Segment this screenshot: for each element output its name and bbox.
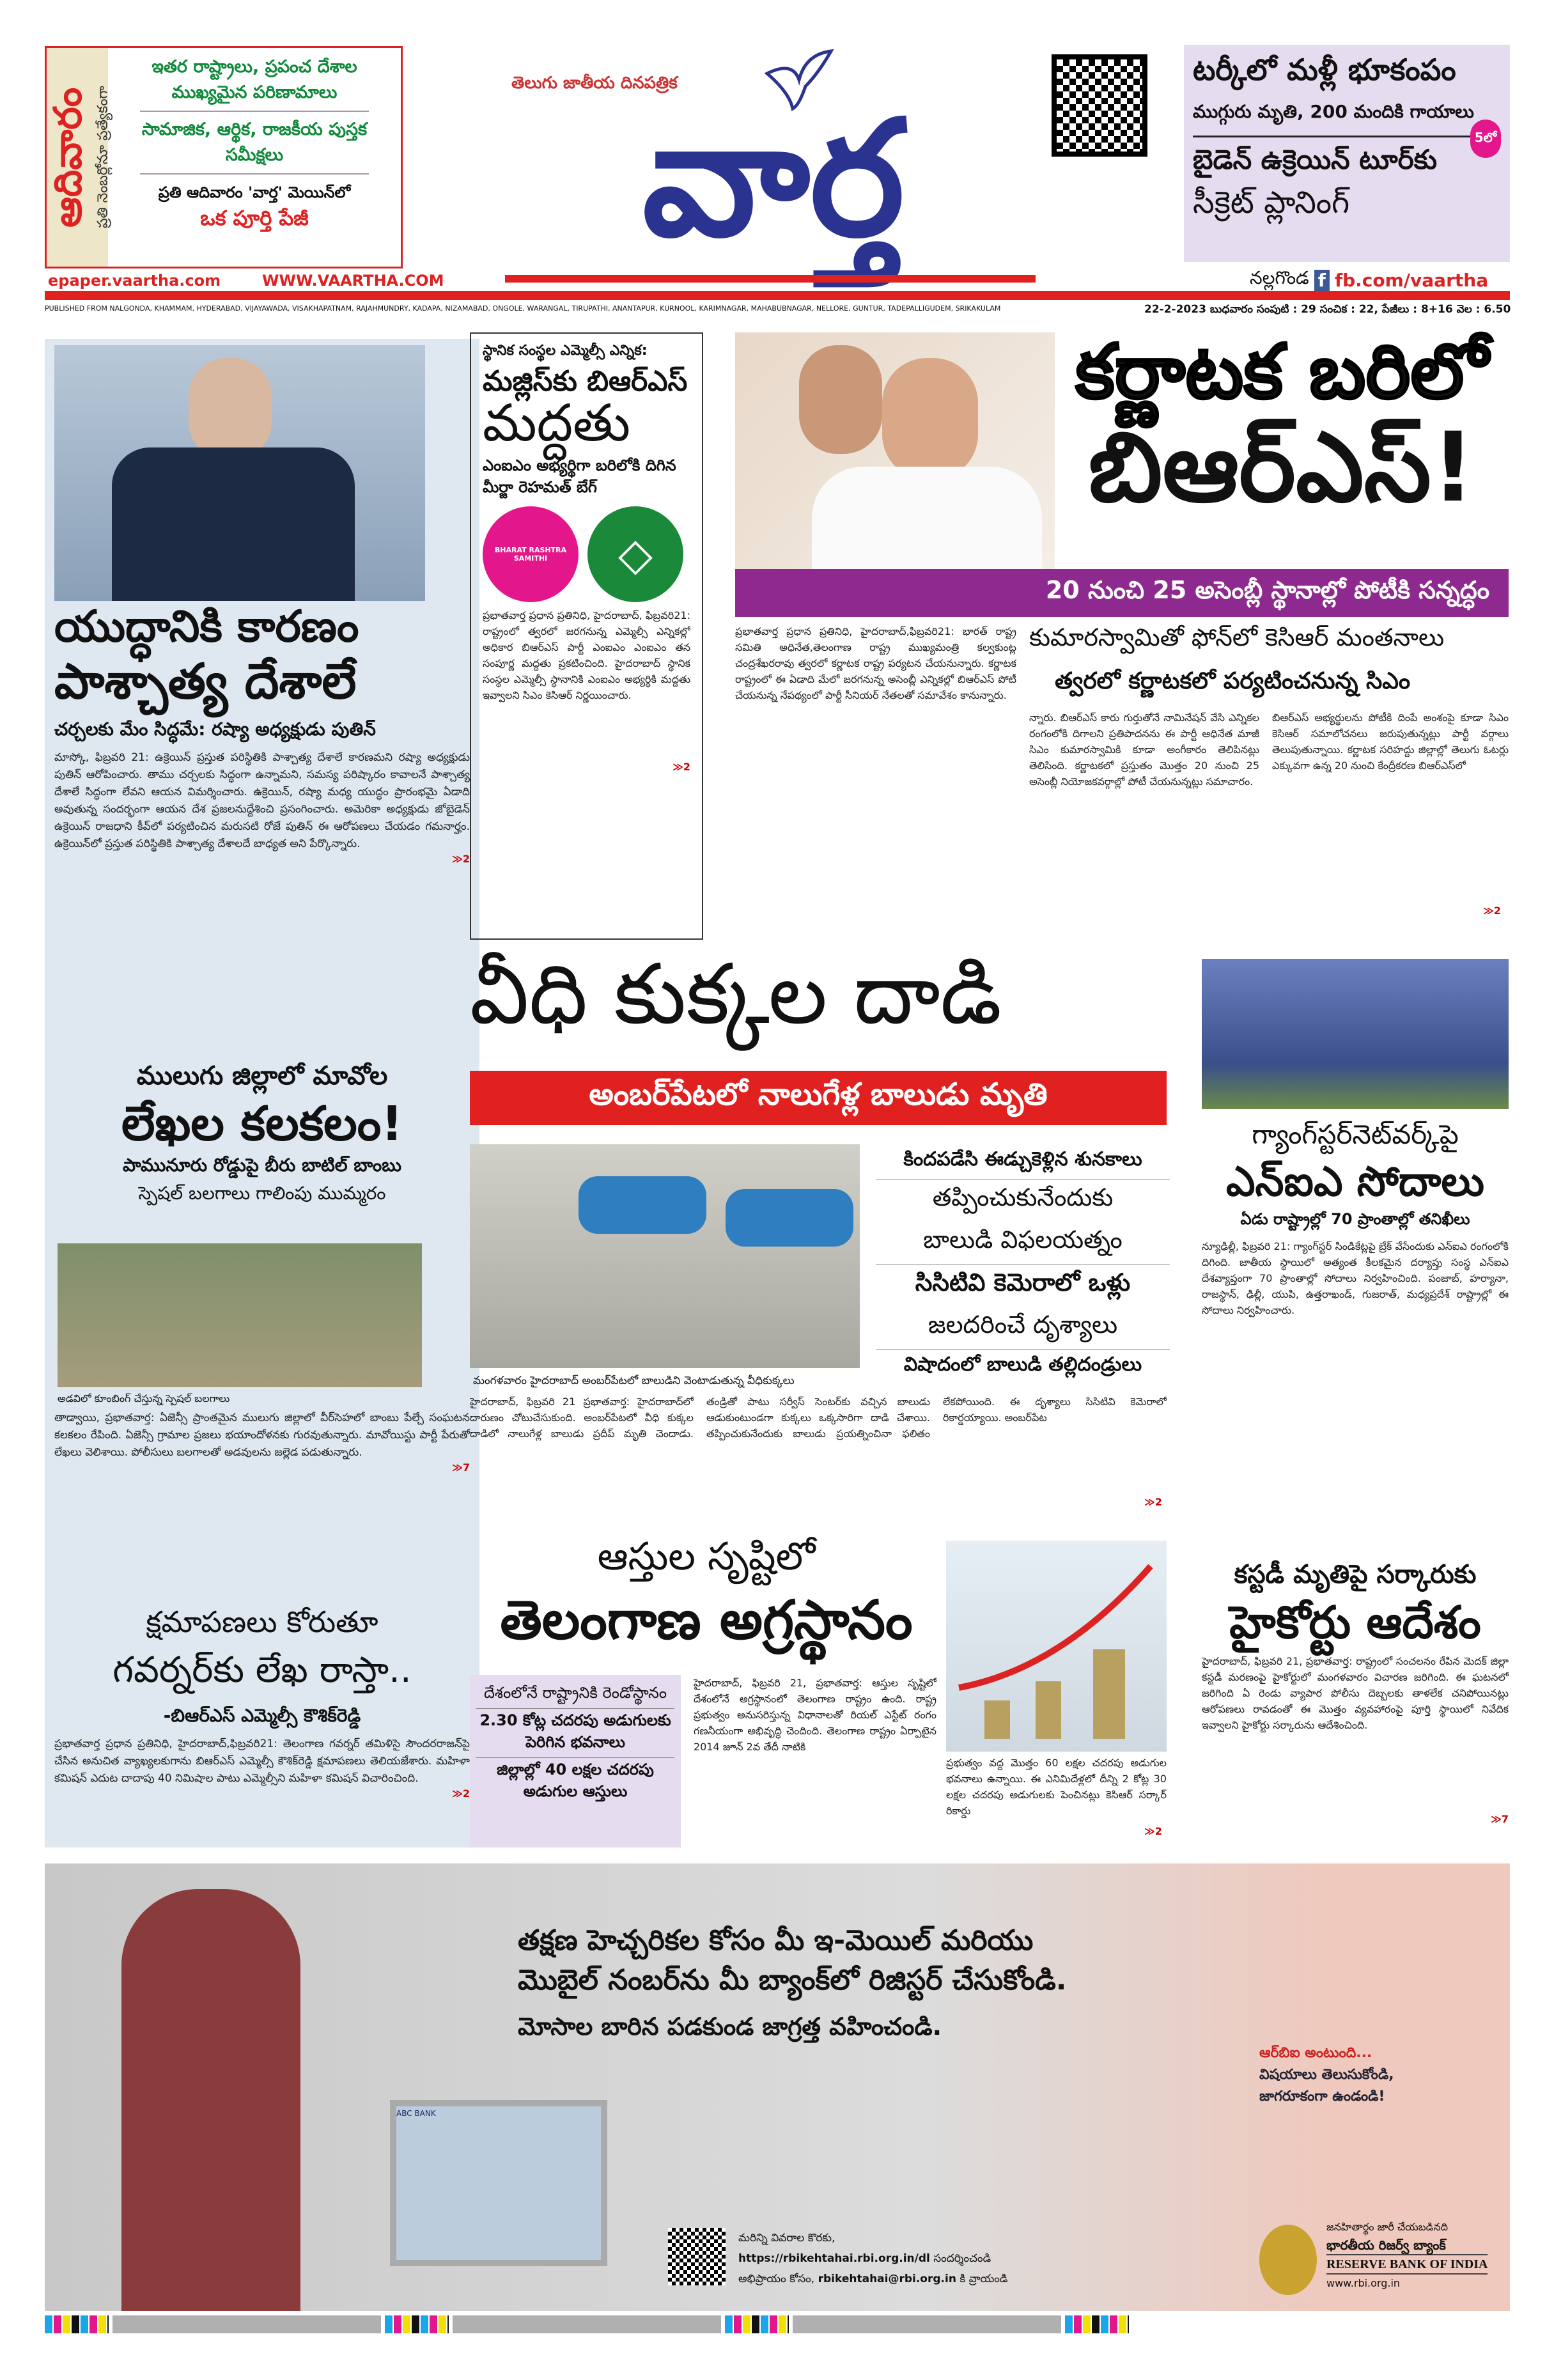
tagline: తెలుగు జాతీయ దినపత్రిక: [511, 74, 678, 93]
teaser-headline: టర్కీలో మళ్లీ భూకంపం: [1193, 52, 1456, 87]
mascot-text: జాగరూకంగా ఉండండి!: [1259, 2088, 1385, 2104]
website-link[interactable]: WWW.VAARTHA.COM: [262, 272, 444, 290]
cctv-dogs-photo: [470, 1144, 860, 1368]
promo-vertical-sub: ప్రతి నెంబర్లోనూ ప్రత్యేకంగా: [95, 86, 111, 229]
putin-headline: పాశ్చాత్య దేశాలే: [54, 653, 357, 710]
mascot-text: విషయాలు తెలుసుకోండి,: [1259, 2067, 1394, 2083]
ad-email[interactable]: rbikehtahai@rbi.org.in: [818, 2273, 956, 2285]
nia-building-photo: [1202, 959, 1509, 1109]
promo-highlight: ఒక పూర్తి పేజీ: [200, 206, 309, 230]
governor-headline: గవర్నర్‌కు లేఖ రాస్తా..: [113, 1649, 412, 1691]
maoist-kicker: ములుగు జిల్లాలో మావోల: [136, 1061, 388, 1091]
court-headline: కస్టడీ మృతిపై సర్కారుకు: [1234, 1560, 1477, 1589]
masthead-rule: [45, 291, 1510, 300]
logo-underline: [505, 275, 1036, 283]
qr-code-icon[interactable]: [1052, 54, 1147, 157]
rbi-advertisement[interactable]: [45, 1863, 1510, 2311]
property-factbox: [470, 1675, 681, 1847]
rbi-url[interactable]: www.rbi.org.in: [1326, 2277, 1401, 2289]
ad-qr-code-icon[interactable]: [668, 2228, 726, 2285]
mascot-text: ఆర్‌బిఐ అంటుంది...: [1259, 2045, 1372, 2061]
lead-body: ప్రభాతవార్త ప్రధాన ప్రతినిధి, హైదరాబాద్,ఫిబ్రవరి21: భారత్ రాష్ట్ర సమితి అధినేత,తెలంగాణ రాష్ట్ర ముఖ్యమంత్రి కల్వకుంట్ల చంద్రశేఖరరావు త్వరలో కర్ణాటక రాష్ట్ర పర్యటన చేయనున్నారు. కర్ణాటక రాష్ట్రంలో ఈ ఏడాది మేలో జరగనున్న అసెంబ్లీ ఎన్నికల్లో బిఆర్ఎస్ పోటీ చేయనున్న నేపథ్యంలో పార్టీ సీనియర్ నేతలతో సమావేశం కానున్నారు.: [735, 625, 1016, 701]
lead-deck: కుమారస్వామితో ఫోన్‌లో కెసిఆర్ మంతనాలు: [1029, 623, 1445, 651]
property-headline: ఆస్తుల సృష్టిలో: [597, 1534, 816, 1579]
nia-body: న్యూఢిల్లీ, ఫిబ్రవరి 21: గ్యాంగ్‌స్టర్ సిండికేట్లపై బ్రేక్ వేసేందుకు ఎన్ఐఎ రంగంలోకి దిగింది. జాతీయ స్థాయిలో అత్యంత కీలకమైన దర్యాప్తు సంస్థ ఎన్ఐఎ దేశవ్యాప్తంగా 70 ప్రాంతాల్లో సోదాలు నిర్వహించింది. పంజాబ్, హర్యానా, రాజస్థాన్, ఢిల్లీ, యుపి, ఉత్తరాఖండ్, గుజరాత్, మధ్యప్రదేశ్ రాష్ట్రాల్లో ఈ సోదాలు నిర్వహించారు.: [1202, 1240, 1509, 1317]
lead-headline: బిఆర్ఎస్!: [1088, 412, 1475, 524]
rbi-seal-icon: [1259, 2225, 1317, 2295]
lead-body: బిఆర్ఎస్ అభ్యర్థులను పోటీకి దింపే అంశంపై కూడా సిఎం కెసిఆర్ సమాలోచనలు జరుపుతున్నట్లు పార్టీ వర్గాలు తెలుపుతున్నాయి. కర్ణాటక సరిహద్దు జిల్లాల్లో తెలుగు ఓటర్లు ఎక్కువగా ఉన్న 20 నుంచి కేంద్రీకరణ బిఆర్ఎస్‌లో: [1272, 712, 1509, 772]
ad-info: మరిన్ని వివరాల కొరకు,: [738, 2232, 835, 2244]
mim-headline: మద్దతు: [483, 393, 631, 453]
dogs-point: జలదరించే దృశ్యాలు: [876, 1307, 1170, 1349]
governor-headline: క్షమాపణలు కోరుతూ: [146, 1605, 378, 1639]
mim-kicker: స్థానిక సంస్థల ఎమ్మెల్సీ ఎన్నిక:: [483, 343, 648, 359]
property-growth-graphic: [946, 1541, 1167, 1752]
published-from: PUBLISHED FROM NALGONDA, KHAMMAM, HYDERABAD, VIJAYAWADA, VISAKHAPATNAM, RAJAHMUNDRY, KADAPA, NIZAMABAD, ONGOLE, WARANGAL, TIRUPATHI, ANANTAPUR, KURNOOL, KARIMNAGAR, MAHABUBNAGAR, NELLORE, GUNTUR, TADEPALLIGUDEM, SRIKAKULAM: [45, 304, 1001, 313]
maoist-deck: పామునూరు రోడ్డుపై బీరు బాటిల్ బాంబు: [123, 1154, 401, 1176]
continued-link[interactable]: ≫7: [452, 1461, 470, 1474]
dogs-body: హైదరాబాద్, ఫిబ్రవరి 21 ప్రభాతవార్త: హైదరాబాద్‌లో దారుణం చోటుచేసుకుంది. అంబర్‌పేటలో వీధి కుక్కల దాడిలో నాలుగేళ్ల బాలుడు ప్రదీప్ మృతి చెందాడు. తండ్రితో పాటు సర్వీస్ సెంటర్‌కు వచ్చిన బాలుడు ఆడుకుంటుండగా కుక్కలు ఒక్కసారిగా దాడి చేశాయి. తప్పించుకునేందుకు బాలుడు ప్రయత్నించినా ఫలితం లేకపోయింది. ఈ దృశ్యాలు సిసిటివి కెమెరాలో రికార్డయ్యాయి. అంబర్‌పేట: [470, 1396, 1167, 1440]
ad-headline: మోసాల బారిన పడకుండ జాగ్రత్త వహించండి.: [518, 2012, 942, 2041]
dogs-point: విషాదంలో బాలుడి తల్లిదండ్రులు: [903, 1353, 1142, 1376]
teaser-sub: ముగ్గురు మృతి, 200 మందికి గాయాలు: [1193, 101, 1474, 122]
promo-line: సామాజిక, ఆర్థిక, రాజకీయ పుస్తక సమీక్షలు: [141, 120, 368, 165]
lead-body: న్నారు. బిఆర్ఎస్ కారు గుర్తుతోనే నామినేషన్ వేసి ఎన్నికల రంగంలోకి దిగాలని ప్రతిపాదనను ఈ పార్టీ ఆధినేత మాజీ సిఎం కుమారస్వామికి కూడా అంగీకారం తెలిపినట్లు తెలిసింది. కర్ణాటకలో ప్రస్తుతం మొత్తం 20 నుంచి 25 అసెంబ్లీ నియోజకవర్గాల్లో పోటీ చేయనున్నట్లు సమాచారం.: [1029, 712, 1259, 788]
maoist-headline: లేఖల కలకలం!: [121, 1096, 403, 1151]
nia-deck: ఏడు రాష్ట్రాల్లో 70 ప్రాంతాల్లో తనిఖీలు: [1240, 1210, 1470, 1229]
continued-link[interactable]: ≫2: [1144, 1496, 1162, 1508]
promo-vertical-title: ఆదివారం: [45, 87, 91, 228]
mim-headline: మజ్లిస్‌కు బిఆర్ఎస్: [483, 365, 688, 398]
mim-kite-logo-icon: ◇: [587, 506, 683, 602]
promo-line: ఇతర రాష్ట్రాలు, ప్రపంచ దేశాల ముఖ్యమైన పరిణామాలు: [152, 57, 357, 102]
color-registration-bar: [45, 2315, 1510, 2333]
facebook-icon: f: [1314, 270, 1330, 291]
ad-headline: మొబైల్ నంబర్‌ను మీ బ్యాంక్‌లో రిజిస్టర్ చేసుకోండి.: [518, 1964, 1067, 1996]
masthead-logo: వార్త: [642, 86, 905, 272]
court-body: హైదరాబాద్, ఫిబ్రవరి 21, ప్రభాతవార్త: రాష్ట్రంలో సంచలనం రేపిన మెదక్ జిల్లా కస్టడీ మరణంపై హైకోర్టులో మంగళవారం విచారణ జరిగింది. ఈ ఘటనలో జరిగింది ఏ రెండు వ్యాపార పోలీసు దెబ్బలకు తాళలేక చనిపోయినట్లు ఆరోపణలు రావడంతో ఈ మొత్తం వ్యవహారంపై పూర్తి స్థాయిలో నివేదిక ఇవ్వాలని హైకోర్టు సర్కారును ఆదేశించింది.: [1202, 1654, 1509, 1731]
nia-headline: ఎన్ఐఎ సోదాలు: [1226, 1158, 1484, 1206]
putin-headline: యుద్ధానికి కారణం: [54, 602, 359, 652]
facebook-link[interactable]: fb.com/vaartha: [1334, 269, 1489, 291]
teaser-headline: బైడెన్ ఉక్రెయిన్ టూర్‌కు: [1193, 144, 1438, 175]
laptop-brand: ABC BANK: [396, 2109, 436, 2118]
factbox-line: 2.30 కోట్ల చదరపు అడుగులకు పెరిగిన భవనాలు: [476, 1709, 674, 1758]
continued-link[interactable]: ≫2: [452, 853, 470, 866]
ad-info: సందర్శించండి: [933, 2252, 991, 2265]
rbi-name-telugu: భారతీయ రిజర్వ్ బ్యాంక్: [1326, 2237, 1446, 2253]
maoist-deck: స్పెషల్ బలగాలు గాలింపు ముమ్మరం: [138, 1182, 386, 1204]
ad-headline: తక్షణ హెచ్చరికల కోసం మీ ఇ-మెయిల్ మరియు: [518, 1924, 1034, 1957]
court-headline: హైకోర్టు ఆదేశం: [1229, 1596, 1481, 1649]
maoist-caption: అడవిలో కూంబింగ్ చేస్తున్న స్పెషల్ బలగాలు: [58, 1392, 230, 1404]
mim-deck: ఎంఐఎం అభ్యర్థిగా బరిలోకి దిగిన మీర్జా రెహమత్ బేగ్: [483, 456, 676, 497]
dogs-point: సిసిటివి కెమెరాలో ఒళ్లు: [915, 1268, 1131, 1296]
promo-box: [45, 46, 403, 268]
mim-story-box: [470, 332, 703, 940]
property-body: హైదరాబాద్, ఫిబ్రవరి 21, ప్రభాతవార్త: ఆస్తుల సృష్టిలో దేశంలోనే అగ్రస్థానంలో తెలంగాణ రాష్ట్రం ఉంది. రాష్ట్ర ప్రభుత్వం అనుసరిస్తున్న విధానాలతో రియల్ ఎస్టేట్ రంగం గణనీయంగా అభివృద్ధి చెందింది. తెలంగాణ రాష్ట్రం ఏర్పాటైన 2014 జూన్ 2వ తేదీ నాటికి: [694, 1677, 936, 1753]
ad-issuer: జనహితార్థం జారీ చేయబడినది: [1326, 2221, 1449, 2233]
ad-info: కి వ్రాయండి: [960, 2273, 1008, 2285]
ad-laptop: [390, 2100, 607, 2266]
dogs-point: కిందపడేసి ఈడ్చుకెళ్లిన శునకాలు: [876, 1144, 1170, 1179]
maoist-photo: [58, 1243, 422, 1387]
putin-body: మాస్కో, ఫిబ్రవరి 21: ఉక్రెయిన్ ప్రస్తుత పరిస్థితికి పాశ్చాత్య దేశాలే కారణమని రష్యా అధ్యక్షుడు పుతిన్ ఆరోపించారు. తాము చర్చలకు సిద్ధంగా ఉన్నామని, సమస్య పరిష్కారం కావాలనే పాశ్చాత్య దేశాలే సిద్ధంగా లేవని ఆయన విమర్శించారు. ఉక్రెయిన్, రష్యా మధ్య యుద్ధం ప్రారంభమై ఏడాది అవుతున్న సందర్భంగా ఆయన దేశ ప్రజలనుద్దేశించి ప్రసంగించారు. అమెరికా అధ్యక్షుడు జోబైడెన్ ఉక్రెయిన్ రాజధాని కీవ్‌లో పర్యటించిన మరుసటి రోజే పుతిన్ ఈ ఆరోపణలు చేయడం గమనార్హం. ఉక్రెయిన్‌లో ప్రస్తుత పరిస్థితికి పాశ్చాత్య దేశాలదే బాధ్యత అని పేర్కొన్నారు.: [54, 751, 470, 851]
dateline: 22-2-2023 బుధవారం సంపుటి : 29 సంచిక : 22, పేజీలు : 8+16 వెల : 6.50: [1144, 303, 1511, 316]
dogs-point: బాలుడి విఫలయత్నం: [876, 1222, 1170, 1264]
lead-band: [735, 569, 1509, 617]
dogs-point: తప్పించుకునేందుకు: [932, 1183, 1114, 1211]
ad-info: అభిప్రాయం కోసం,: [738, 2273, 815, 2285]
property-headline: తెలంగాణ అగ్రస్థానం: [500, 1589, 913, 1651]
ad-link[interactable]: https://rbikehtahai.rbi.org.in/dl: [738, 2252, 930, 2265]
teaser-headline: సీక్రెట్ ప్లానింగ్: [1193, 185, 1350, 221]
dogs-caption: మంగళవారం హైదరాబాద్ అంబర్‌పేటలో బాలుడిని వెంటాడుతున్న వీధికుక్కలు: [473, 1374, 795, 1387]
maoist-body: తాడ్వాయి, ప్రభాతవార్త: ఏజెన్సీ ప్రాంతమైన ములుగు జిల్లాలో వీర్‌సెహలో బాంబు పేల్చే సంఘటన కలకలం రేపింది. ఏజెన్సీ గ్రామాల ప్రజలు భయాందోళనకు గురవుతున్నారు. మావోయిస్టు పార్టీ పేరుతో లేఖలు వెలిశాయి. పోలీసులు బలగాలతో అడవులను జల్లెడ పడుతున్నారు.: [54, 1412, 470, 1459]
page-badge: 5లో: [1470, 120, 1501, 158]
dogs-headline: వీధి కుక్కల దాడి: [470, 945, 1002, 1043]
promo-line: ప్రతి ఆదివారం 'వార్త' మెయిన్‌లో: [158, 183, 351, 201]
rbi-name-english: RESERVE BANK OF INDIA: [1326, 2254, 1488, 2275]
brs-logo: BHARAT RASHTRA SAMITHI: [483, 506, 579, 602]
factbox-line: దేశంలోనే రాష్ట్రానికి రెండోస్థానం: [476, 1681, 674, 1709]
teaser-box[interactable]: [1184, 45, 1510, 262]
lead-headline: కర్ణాటక బరిలో: [1075, 327, 1488, 416]
mim-body: ప్రభాతవార్త ప్రధాన ప్రతినిధి, హైదరాబాద్, ఫిబ్రవరి21: రాష్ట్రంలో త్వరలో జరగనున్న ఎమ్మెల్సీ ఎన్నికల్లో అధికార బిఆర్ఎస్ పార్టీ ఎంఐఎం ఎంఐఎం తన సంపూర్ణ మద్దతు ప్రకటించింది. హైదరాబాద్ స్థానిక సంస్థల ఎమ్మెల్సీ స్థానానికి ఎంఐఎం అభ్యర్థికి మద్దతు ఇవ్వాలని సిఎం కెసిఆర్ నిర్ణయించారు.: [483, 609, 690, 702]
lead-deck: త్వరలో కర్ణాటకలో పర్యటించనున్న సిఎం: [1055, 668, 1411, 694]
governor-byline: -బిఆర్ఎస్ ఎమ్మెల్సీ కౌశిక్‌రెడ్డి: [163, 1705, 361, 1726]
governor-body: ప్రభాతవార్త ప్రధాన ప్రతినిధి, హైదరాబాద్,ఫిబ్రవరి21: తెలంగాణ గవర్నర్ తమిళిసై సౌందరరాజన్‌పై చేసిన అనుచిత వ్యాఖ్యలకుగాను బిఆర్ఎస్ ఎమ్మెల్సీ కౌశిక్‌రెడ్డి క్షమాపణలు తెలియజేశారు. మహిళా కమిషన్ ఎదుట దాదాపు 40 నిమిషాల పాటు ఎమ్మెల్సీని మహిళా కమిషన్ విచారించింది.: [54, 1738, 470, 1785]
continued-link[interactable]: ≫2: [452, 1787, 470, 1800]
factbox-line: జిల్లాల్లో 40 లక్షల చదరపు అడుగుల ఆస్తులు: [497, 1761, 654, 1800]
dogs-band: [470, 1071, 1167, 1125]
continued-link[interactable]: ≫2: [1483, 905, 1501, 917]
promo-vertical-banner: [45, 48, 111, 267]
putin-photo: [54, 345, 425, 601]
continued-link[interactable]: ≫7: [1491, 1812, 1509, 1825]
nia-headline: గ్యాంగ్‌స్టర్‌నెట్‌వర్క్‌పై: [1252, 1119, 1459, 1150]
epaper-link[interactable]: epaper.vaartha.com: [48, 272, 221, 290]
edition-name: నల్లగొండ: [1250, 267, 1309, 288]
ad-person-photo: [121, 1889, 300, 2311]
putin-deck: చర్చలకు మేం సిద్ధమే: రష్యా అధ్యక్షుడు పుతిన్: [54, 719, 376, 740]
lead-band-text: 20 నుంచి 25 అసెంబ్లీ స్థానాల్లో పోటీకి సన్నద్ధం: [1045, 575, 1489, 604]
dogs-band-text: అంబర్‌పేటలో నాలుగేళ్ల బాలుడు మృతి: [589, 1076, 1048, 1112]
continued-link[interactable]: ≫2: [1144, 1825, 1162, 1837]
property-body: ప్రభుత్వం వద్ద మొత్తం 60 లక్షల చదరపు అడుగుల భవనాలు ఉన్నాయి. ఈ ఎనిమిదేళ్లలో దీన్ని 2 కోట్ల 30 లక్షల చదరపు అడుగులకు పెంచినట్లు కెసిఆర్ సర్కార్ రికార్డు: [946, 1757, 1167, 1817]
continued-link[interactable]: ≫2: [672, 761, 690, 774]
